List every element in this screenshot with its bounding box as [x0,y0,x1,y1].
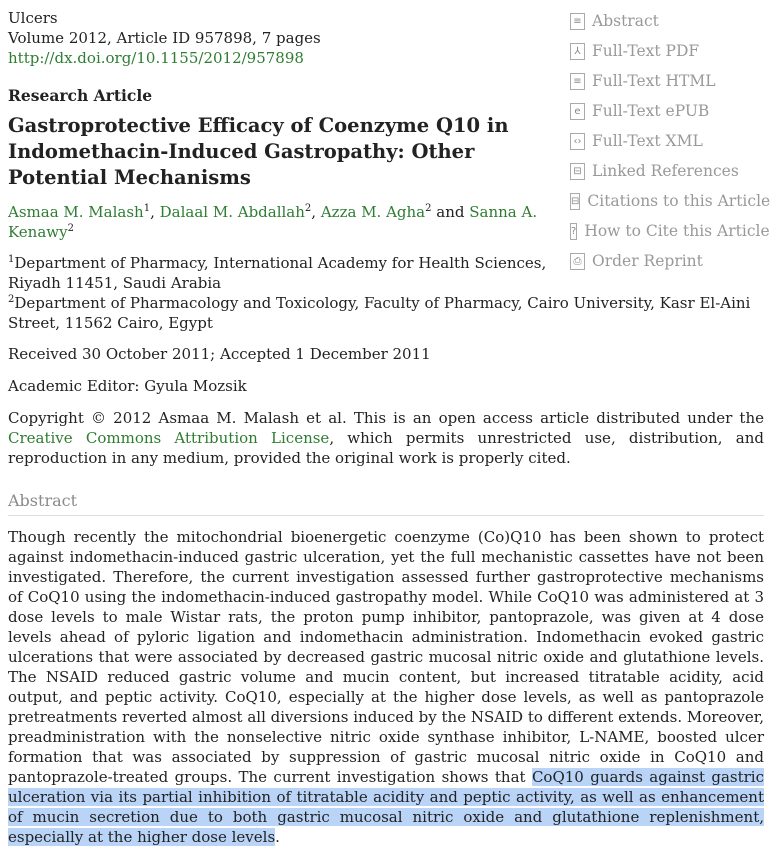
copyright-text-tail: , which permits unrestricted use, distribution, and reproduction in any medium, provided the original work is properly cited. [8,429,765,467]
volume-line: Volume 2012, Article ID 957898, 7 pages [8,29,321,47]
journal-header [8,8,538,68]
printer-icon: ⎙ [570,253,585,270]
author-link[interactable]: Azza M. Agha [320,203,426,221]
abstract-body [8,527,764,847]
author-affil-sup: 1 [143,203,151,214]
article-content [8,86,764,847]
sidebar-item-label: How to Cite this Article [584,222,770,240]
abstract-heading: Abstract [8,491,764,516]
author-link[interactable]: Sanna A. Kenawy [8,203,538,241]
affiliation-text: Department of Pharmacology and Toxicology, Faculty of Pharmacy, Cairo University, Kasr El-Aini Street, 11562 Cairo, Egypt [8,294,751,332]
affiliation-item [8,293,753,333]
author-link[interactable]: Asmaa M. Malash [8,203,144,221]
citations-icon: ⊟ [570,193,580,210]
academic-editor: Academic Editor: Gyula Mozsik [8,377,247,395]
sidebar-item-label: Full-Text ePUB [592,102,710,120]
sidebar-item-label: Order Reprint [592,252,703,270]
sidebar-item-label: Full-Text PDF [592,42,700,60]
author-separator: , [311,203,321,221]
sidebar-item-label: Citations to this Article [587,192,771,210]
author-affil-sup: 2 [425,203,432,214]
document-icon: ≡ [570,13,585,30]
abstract-text: Though recently the mitochondrial bioenergetic coenzyme (Co)Q10 has been shown to protect against indomethacin-induced gastric ulceration, yet the full mechanistic cassettes have not been investigated. Therefore, the current investigation assessed further gastroprotective mechanisms of CoQ10 using the indomethacin-induced gastropathy model. While CoQ10 was administered at 3 dose levels to male Wistar rats, the proton pump inhibitor, pantoprazole, was given at 4 dose levels ahead of pyloric ligation and indomethacin administration. Indomethacin evoked gastric ulcerations that were associated by decreased gastric mucosal nitric oxide and glutathione levels. The NSAID reduced gastric volume and mucin content, but increased titratable acidity, acid output, and peptic activity. CoQ10, especially at the higher dose levels, as well as pantoprazole pretreatments reverted almost all diversions induced by the NSAID to different extends. Moreover, preadministration with the nonselective nitric oxide synthase inhibitor, L-NAME, boosted ulcer formation that was associated by suppression of gastric mucosal nitric oxide in CoQ10 and pantoprazole-treated groups. The current investigation shows that [8,528,764,786]
xml-icon: ‹› [570,133,585,150]
copyright-notice [8,408,764,468]
question-icon: ? [570,223,577,240]
author-list [8,202,548,242]
author-separator: and [431,203,470,221]
author-separator: , [150,203,160,221]
article-title: Gastroprotective Efficacy of Coenzyme Q10 in Indomethacin-Induced Gastropathy: Other Potential Mechanisms [8,114,509,189]
pdf-icon: ⅄ [570,43,585,60]
selected-text-highlight[interactable]: CoQ10 guards against gastric ulceration via its partial inhibition of titratable acidity and peptic activity, as well as enhancement of mucin secretion due to both gastric mucosal nitric oxide and glutathione replenishment, especially at the higher dose levels [8,768,765,846]
affiliation-sup: 2 [8,294,15,305]
references-icon: ⊟ [570,163,585,180]
sidebar-item-full-text-pdf[interactable] [570,36,765,66]
author-affil-sup: 2 [304,203,312,214]
license-link[interactable]: Creative Commons Attribution License [8,429,330,447]
affiliations [8,253,764,333]
affiliation-text: Department of Pharmacy, International Academy for Health Sciences, Riyadh 11451, Saudi Arabia [8,254,547,292]
author-affil-sup: 2 [67,223,74,234]
author-link[interactable]: Dalaal M. Abdallah [159,203,305,221]
abstract-end: . [275,828,280,846]
article-dates: Received 30 October 2011; Accepted 1 December 2011 [8,345,431,363]
affiliation-item [8,253,548,293]
sidebar-item-label: Full-Text XML [592,132,703,150]
sidebar-item-abstract[interactable] [570,6,765,36]
journal-name: Ulcers [8,9,58,27]
sidebar-item-label: Abstract [592,12,659,30]
article-type: Research Article [8,86,153,105]
sidebar-item-label: Full-Text HTML [592,72,716,90]
affiliation-sup: 1 [8,254,15,265]
html-icon: ≡ [570,73,585,90]
copyright-text: Copyright © 2012 Asmaa M. Malash et al. This is an open access article distributed under the [8,409,764,427]
doi-link[interactable]: http://dx.doi.org/10.1155/2012/957898 [8,49,304,67]
epub-icon: e [570,103,585,120]
sidebar-item-label: Linked References [592,162,739,180]
